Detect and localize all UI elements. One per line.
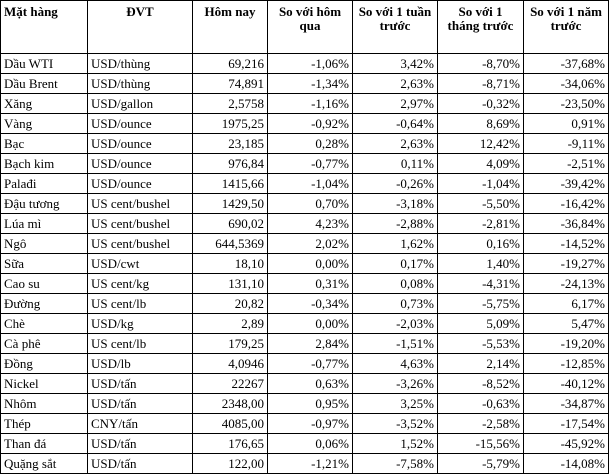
change-month-cell: -1,04% (438, 174, 524, 194)
unit-cell: USD/tấn (88, 394, 193, 414)
price-cell: 2,5758 (193, 94, 268, 114)
change-month-cell: 5,09% (438, 314, 524, 334)
price-cell: 22267 (193, 374, 268, 394)
unit-cell: US cent/bushel (88, 214, 193, 234)
table-row (1, 454, 609, 474)
unit-cell: USD/gallon (88, 94, 193, 114)
price-cell: 20,82 (193, 294, 268, 314)
change-year-cell: -17,54% (524, 414, 609, 434)
change-year-cell: -12,85% (524, 354, 609, 374)
commodity-cell: Đồng (1, 354, 88, 374)
price-cell: 122,00 (193, 454, 268, 474)
change-week-cell: 4,63% (353, 354, 438, 374)
table-row (1, 114, 609, 134)
price-cell: 976,84 (193, 154, 268, 174)
table-row (1, 274, 609, 294)
change-year-cell: 5,47% (524, 314, 609, 334)
table-row (1, 54, 609, 74)
table-row (1, 74, 609, 94)
change-month-cell: -5,50% (438, 194, 524, 214)
change-month-cell: 12,42% (438, 134, 524, 154)
change-year-cell: -24,13% (524, 274, 609, 294)
price-cell: 2348,00 (193, 394, 268, 414)
change-week-cell: -1,51% (353, 334, 438, 354)
change-day-cell: 0,70% (268, 194, 353, 214)
change-year-cell: -19,27% (524, 254, 609, 274)
change-year-cell: -19,20% (524, 334, 609, 354)
change-year-cell: -9,11% (524, 134, 609, 154)
change-year-cell: -14,52% (524, 234, 609, 254)
commodity-cell: Thép (1, 414, 88, 434)
change-year-cell: 6,17% (524, 294, 609, 314)
price-cell: 4,0946 (193, 354, 268, 374)
change-week-cell: 1,62% (353, 234, 438, 254)
table-row (1, 214, 609, 234)
change-day-cell: 2,02% (268, 234, 353, 254)
unit-cell: USD/ounce (88, 114, 193, 134)
change-year-cell: -14,08% (524, 454, 609, 474)
price-cell: 690,02 (193, 214, 268, 234)
change-day-cell: -1,21% (268, 454, 353, 474)
change-day-cell: -0,97% (268, 414, 353, 434)
change-month-cell: -2,58% (438, 414, 524, 434)
commodity-cell: Bạch kim (1, 154, 88, 174)
change-day-cell: -1,34% (268, 74, 353, 94)
commodity-cell: Cao su (1, 274, 88, 294)
change-day-cell: 4,23% (268, 214, 353, 234)
change-day-cell: 0,00% (268, 254, 353, 274)
header-vs-week: So với 1 tuần trước (353, 1, 438, 54)
change-month-cell: 1,40% (438, 254, 524, 274)
unit-cell: USD/ounce (88, 134, 193, 154)
change-week-cell: -0,26% (353, 174, 438, 194)
change-week-cell: -2,03% (353, 314, 438, 334)
commodity-cell: Xăng (1, 94, 88, 114)
header-unit: ĐVT (88, 1, 193, 54)
change-year-cell: -16,42% (524, 194, 609, 214)
commodity-cell: Quặng sắt (1, 454, 88, 474)
commodity-cell: Dầu Brent (1, 74, 88, 94)
header-commodity: Mặt hàng (1, 1, 88, 54)
change-month-cell: 4,09% (438, 154, 524, 174)
change-week-cell: 2,63% (353, 134, 438, 154)
change-day-cell: -0,77% (268, 354, 353, 374)
change-month-cell: 8,69% (438, 114, 524, 134)
change-week-cell: -3,26% (353, 374, 438, 394)
change-day-cell: -0,92% (268, 114, 353, 134)
change-week-cell: 3,25% (353, 394, 438, 414)
change-year-cell: -37,68% (524, 54, 609, 74)
change-year-cell: -36,84% (524, 214, 609, 234)
unit-cell: US cent/bushel (88, 234, 193, 254)
unit-cell: USD/thùng (88, 54, 193, 74)
header-vs-year: So với 1 năm trước (524, 1, 609, 54)
unit-cell: US cent/bushel (88, 194, 193, 214)
commodity-cell: Chè (1, 314, 88, 334)
change-month-cell: -0,63% (438, 394, 524, 414)
table-row (1, 334, 609, 354)
change-month-cell: -5,53% (438, 334, 524, 354)
change-month-cell: -5,79% (438, 454, 524, 474)
header-vs-yesterday: So với hôm qua (268, 1, 353, 54)
table-row (1, 354, 609, 374)
header-row (1, 1, 609, 54)
change-day-cell: 0,06% (268, 434, 353, 454)
commodity-cell: Sữa (1, 254, 88, 274)
commodity-cell: Dầu WTI (1, 54, 88, 74)
table-row (1, 294, 609, 314)
unit-cell: USD/tấn (88, 374, 193, 394)
price-cell: 74,891 (193, 74, 268, 94)
unit-cell: USD/ounce (88, 174, 193, 194)
table-row (1, 434, 609, 454)
change-month-cell: -5,75% (438, 294, 524, 314)
change-day-cell: 0,95% (268, 394, 353, 414)
unit-cell: US cent/lb (88, 294, 193, 314)
change-year-cell: -34,06% (524, 74, 609, 94)
table-row (1, 414, 609, 434)
change-year-cell: -40,12% (524, 374, 609, 394)
table-row (1, 154, 609, 174)
change-month-cell: -8,70% (438, 54, 524, 74)
change-week-cell: 0,11% (353, 154, 438, 174)
change-year-cell: -2,51% (524, 154, 609, 174)
change-year-cell: -39,42% (524, 174, 609, 194)
change-day-cell: 0,31% (268, 274, 353, 294)
unit-cell: USD/thùng (88, 74, 193, 94)
price-cell: 644,5369 (193, 234, 268, 254)
commodity-cell: Vàng (1, 114, 88, 134)
change-week-cell: 0,73% (353, 294, 438, 314)
change-week-cell: 3,42% (353, 54, 438, 74)
change-day-cell: 0,00% (268, 314, 353, 334)
change-day-cell: -1,04% (268, 174, 353, 194)
change-week-cell: 2,97% (353, 94, 438, 114)
price-cell: 179,25 (193, 334, 268, 354)
change-week-cell: 2,63% (353, 74, 438, 94)
change-month-cell: -4,31% (438, 274, 524, 294)
change-week-cell: 1,52% (353, 434, 438, 454)
price-cell: 1429,50 (193, 194, 268, 214)
change-week-cell: -3,52% (353, 414, 438, 434)
change-month-cell: -0,32% (438, 94, 524, 114)
change-week-cell: -2,88% (353, 214, 438, 234)
header-today: Hôm nay (193, 1, 268, 54)
change-day-cell: -0,34% (268, 294, 353, 314)
commodity-cell: Cà phê (1, 334, 88, 354)
price-cell: 1975,25 (193, 114, 268, 134)
change-day-cell: -1,06% (268, 54, 353, 74)
price-cell: 176,65 (193, 434, 268, 454)
change-day-cell: 0,28% (268, 134, 353, 154)
price-cell: 131,10 (193, 274, 268, 294)
change-year-cell: -45,92% (524, 434, 609, 454)
commodity-cell: Đường (1, 294, 88, 314)
commodity-cell: Than đá (1, 434, 88, 454)
price-cell: 69,216 (193, 54, 268, 74)
table-row (1, 234, 609, 254)
unit-cell: USD/kg (88, 314, 193, 334)
unit-cell: CNY/tấn (88, 414, 193, 434)
price-cell: 2,89 (193, 314, 268, 334)
table-row (1, 134, 609, 154)
table-row (1, 94, 609, 114)
unit-cell: USD/cwt (88, 254, 193, 274)
commodity-cell: Đậu tương (1, 194, 88, 214)
header-vs-month: So với 1 tháng trước (438, 1, 524, 54)
commodity-cell: Bạc (1, 134, 88, 154)
unit-cell: US cent/kg (88, 274, 193, 294)
commodity-cell: Nhôm (1, 394, 88, 414)
commodity-cell: Lúa mì (1, 214, 88, 234)
price-cell: 1415,66 (193, 174, 268, 194)
change-week-cell: -7,58% (353, 454, 438, 474)
change-week-cell: 0,17% (353, 254, 438, 274)
table-row (1, 174, 609, 194)
change-week-cell: 0,08% (353, 274, 438, 294)
change-day-cell: 0,63% (268, 374, 353, 394)
commodity-cell: Ngô (1, 234, 88, 254)
table-row (1, 194, 609, 214)
change-year-cell: -23,50% (524, 94, 609, 114)
change-week-cell: -3,18% (353, 194, 438, 214)
table-body (1, 54, 609, 474)
change-day-cell: -1,16% (268, 94, 353, 114)
table-row (1, 374, 609, 394)
unit-cell: USD/tấn (88, 454, 193, 474)
change-day-cell: 2,84% (268, 334, 353, 354)
change-day-cell: -0,77% (268, 154, 353, 174)
table-row (1, 394, 609, 414)
change-month-cell: 2,14% (438, 354, 524, 374)
unit-cell: USD/lb (88, 354, 193, 374)
commodity-cell: Palađi (1, 174, 88, 194)
price-cell: 18,10 (193, 254, 268, 274)
unit-cell: USD/ounce (88, 154, 193, 174)
change-month-cell: -2,81% (438, 214, 524, 234)
table-row (1, 254, 609, 274)
price-cell: 23,185 (193, 134, 268, 154)
unit-cell: USD/tấn (88, 434, 193, 454)
change-year-cell: -34,87% (524, 394, 609, 414)
change-month-cell: 0,16% (438, 234, 524, 254)
unit-cell: US cent/lb (88, 334, 193, 354)
price-cell: 4085,00 (193, 414, 268, 434)
table-row (1, 314, 609, 334)
change-year-cell: 0,91% (524, 114, 609, 134)
change-month-cell: -8,52% (438, 374, 524, 394)
commodity-cell: Nickel (1, 374, 88, 394)
change-month-cell: -8,71% (438, 74, 524, 94)
change-week-cell: -0,64% (353, 114, 438, 134)
change-month-cell: -15,56% (438, 434, 524, 454)
